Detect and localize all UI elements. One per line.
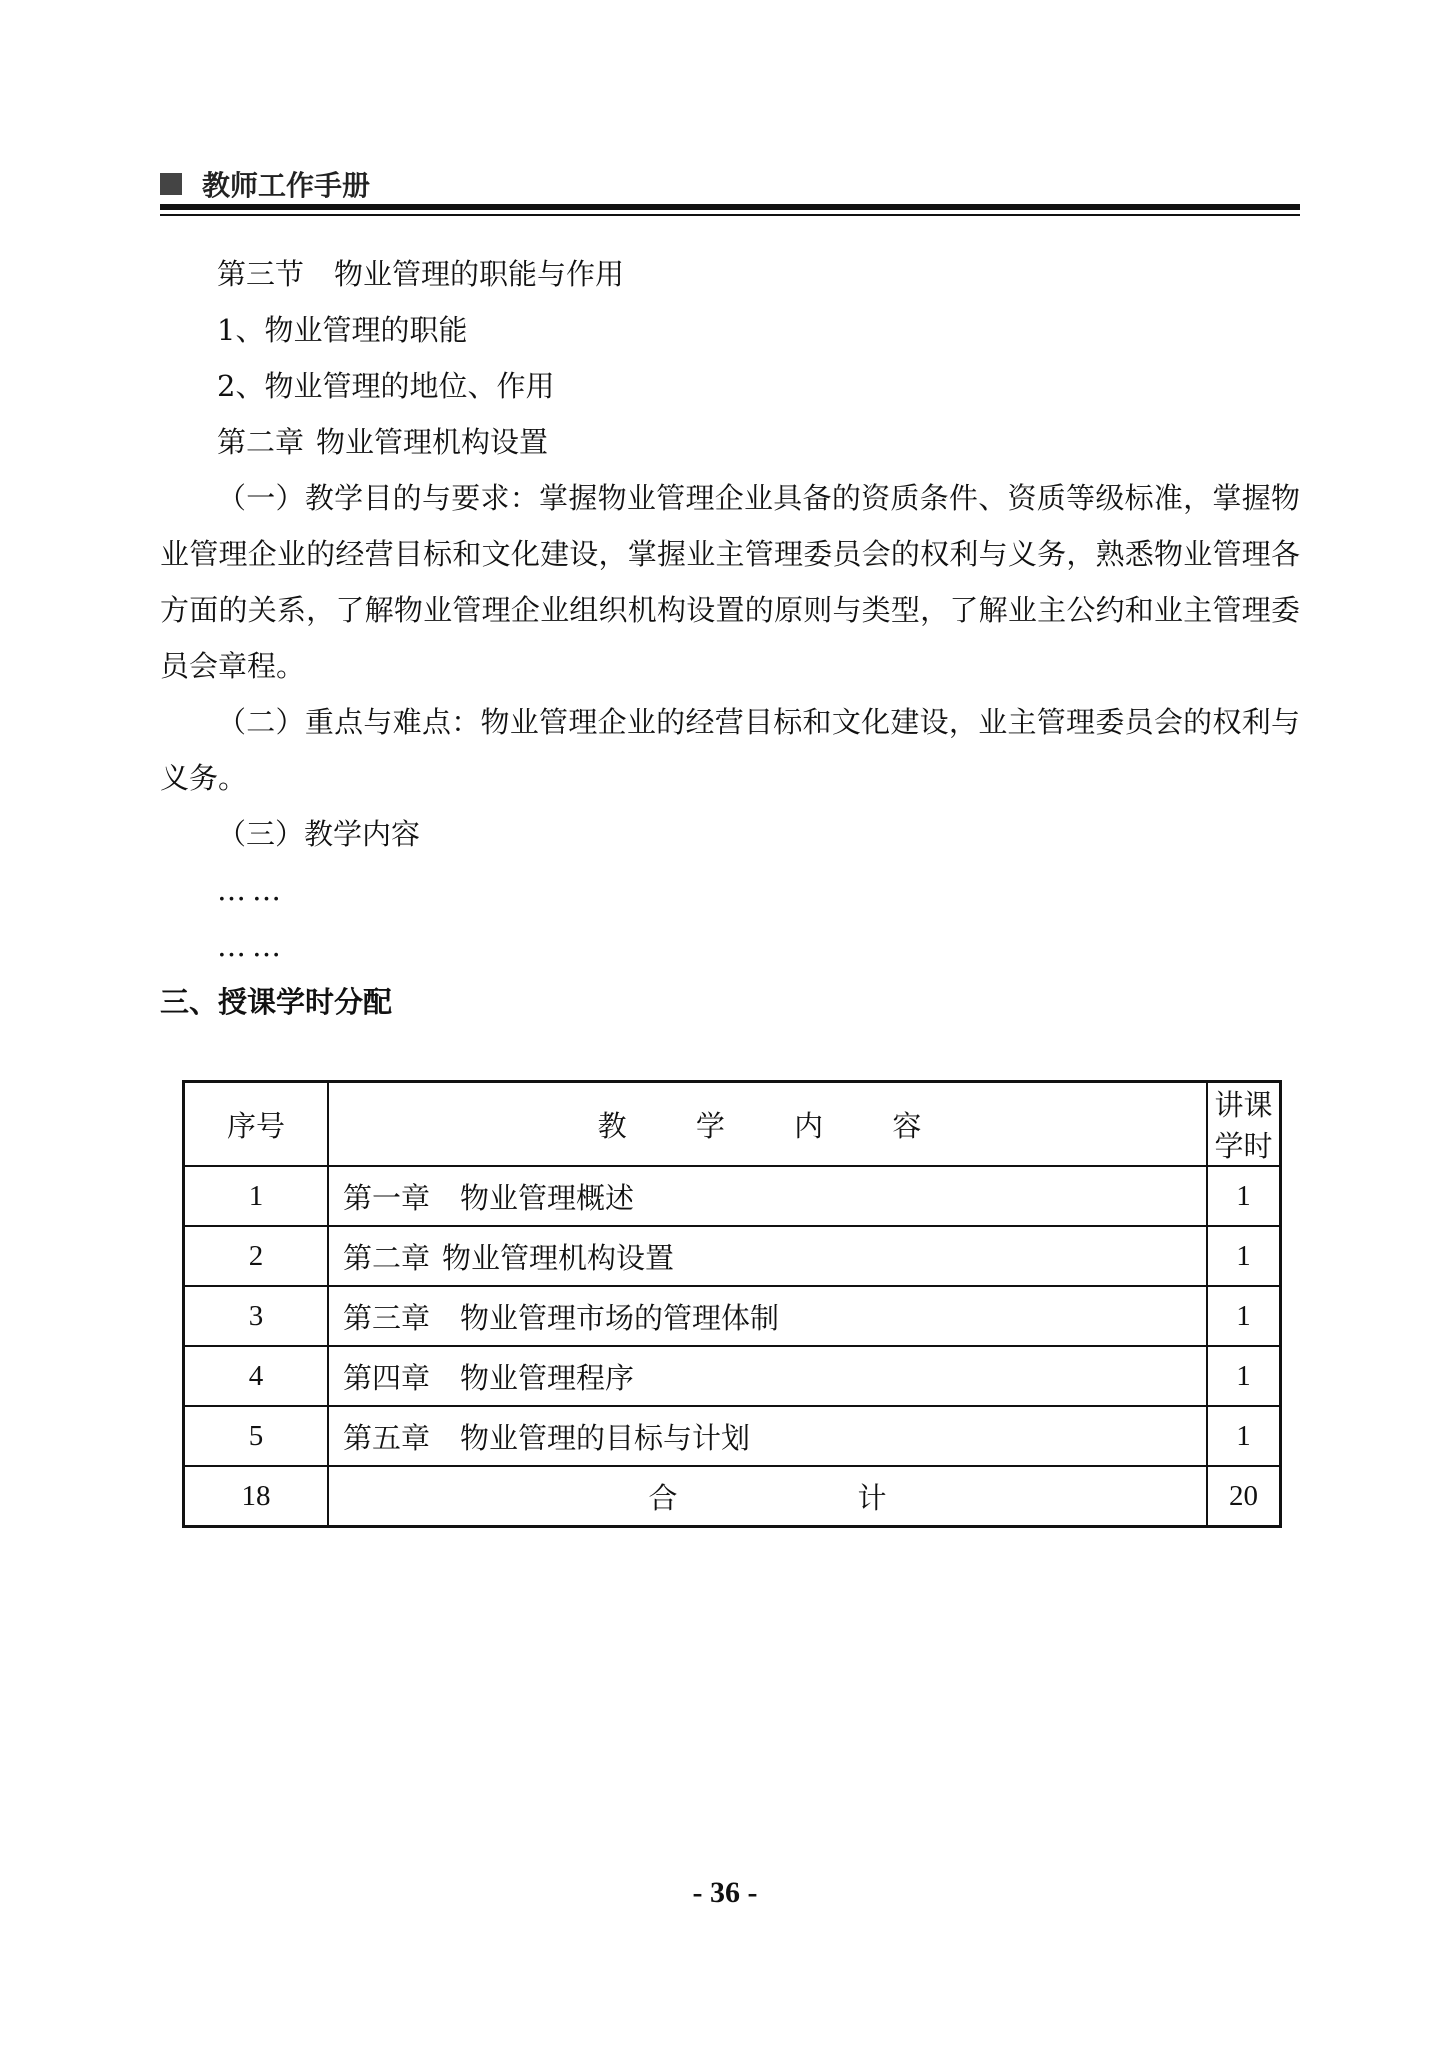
header-rule-thin [160,214,1300,216]
hours-table [182,1080,1282,1528]
row-no: 3 [184,1286,329,1346]
row-hours: 1 [1207,1346,1281,1406]
table-row [184,1346,1281,1406]
table-row [184,1406,1281,1466]
row-no: 5 [184,1406,329,1466]
row-no: 2 [184,1226,329,1286]
header-hours: 讲课学时 [1207,1082,1281,1167]
table-total-row [184,1466,1281,1527]
row-content [328,1226,1207,1286]
table-header-row [184,1082,1281,1167]
content-heading: （三）教学内容 [217,817,421,851]
list-item: 1、物业管理的职能 [217,313,468,347]
row-title: 物业管理的目标与计划 [460,1420,751,1455]
row-chapter: 第三章 [343,1300,431,1335]
row-content [328,1166,1207,1226]
header-square-icon [160,173,182,195]
row-hours: 1 [1207,1226,1281,1286]
row-chapter: 第五章 [343,1420,431,1455]
row-content [328,1406,1207,1466]
section-title: 物业管理的职能与作用 [334,257,625,291]
row-title: 物业管理概述 [460,1180,635,1215]
chapter-number: 第二章 [217,425,305,459]
table-row [184,1226,1281,1286]
row-hours: 1 [1207,1166,1281,1226]
table-row [184,1166,1281,1226]
row-title: 物业管理市场的管理体制 [460,1300,780,1335]
total-no: 18 [184,1466,329,1527]
row-title: 物业管理程序 [460,1360,635,1395]
row-no: 1 [184,1166,329,1226]
header-title: 教师工作手册 [202,169,371,202]
header-rule-thick [160,204,1300,210]
row-no: 4 [184,1346,329,1406]
row-content [328,1346,1207,1406]
header-content: 教 学 内 容 [328,1082,1207,1167]
row-title: 物业管理机构设置 [442,1240,675,1275]
objectives-paragraph: （一）教学目的与要求：掌握物业管理企业具备的资质条件、资质等级标准，掌握物业管理企业的经营目标和文化建设，掌握业主管理委员会的权利与义务，熟悉物业管理各方面的关系，了解物业管理企业组织机构设置的原则与类型，了解业主公约和业主管理委员会章程。 [160,481,1300,683]
total-hours: 20 [1207,1466,1281,1527]
body-content [160,246,1300,1030]
row-content [328,1286,1207,1346]
table-row [184,1286,1281,1346]
page-header [160,160,1300,206]
chapter-line [160,414,1300,470]
section-line [160,246,1300,302]
row-chapter: 第二章 [343,1240,431,1275]
total-label: 合计 [328,1466,1207,1527]
section-number: 第三节 [217,257,305,291]
list-item: 2、物业管理的地位、作用 [217,369,555,403]
row-hours: 1 [1207,1286,1281,1346]
page-number: - 36 - [692,1876,758,1909]
ellipsis-line: …… [217,929,287,963]
header-no: 序号 [184,1082,329,1167]
row-chapter: 第一章 [343,1180,431,1215]
chapter-title: 物业管理机构设置 [316,425,549,459]
keypoints-paragraph: （二）重点与难点：物业管理企业的经营目标和文化建设，业主管理委员会的权利与义务。 [160,705,1300,795]
section-heading: 三、授课学时分配 [160,985,393,1019]
row-hours: 1 [1207,1406,1281,1466]
row-chapter: 第四章 [343,1360,431,1395]
ellipsis-line: …… [217,873,287,907]
